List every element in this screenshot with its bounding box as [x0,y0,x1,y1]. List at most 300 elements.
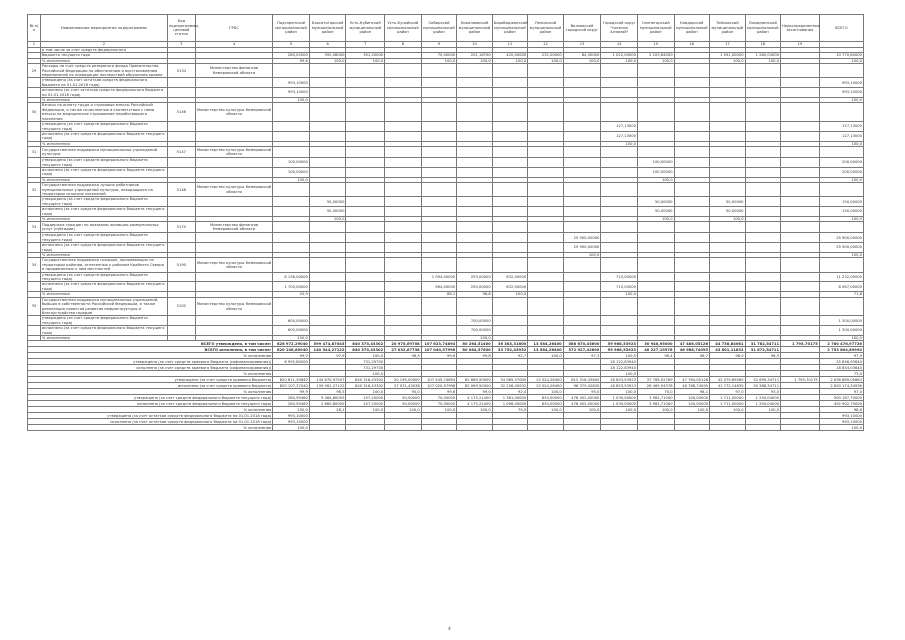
value-cell [674,282,710,292]
value-cell [528,282,564,292]
table-row [28,88,864,98]
row-code [167,158,195,168]
summary-value: 98,1 [674,389,710,395]
row-grbs [195,233,272,243]
value-cell [492,207,528,217]
summary-value: 107 623,74894 [421,341,457,347]
summary-value: 41 772,14835 [710,383,746,389]
value-cell: 100,0 [819,58,863,63]
value-cell: 700,00000 [457,316,493,326]
value-cell: 100,0 [601,141,638,146]
summary-value: 840 316,43302 [346,383,385,389]
row-number: 35 [28,297,41,316]
summary-value: 70,0 [637,389,674,395]
value-cell [385,158,422,168]
row-number [28,197,41,207]
row-grbs: Министерство культуры Кемеровской области [196,147,272,157]
summary-value: 476 452,00000 [563,401,601,407]
value-cell [781,158,820,168]
row-code: 5170 [167,222,195,233]
summary-value [528,425,564,431]
value-cell: 100,0 [492,58,528,63]
row-label: % исполнения [40,253,167,258]
value-cell [563,297,601,316]
summary-value: 30 940,95000 [637,341,674,347]
value-cell: 632,00000 [492,272,528,282]
row-label: % исполнения [40,177,167,182]
column-number: 8 [385,42,422,48]
value-cell [385,131,422,141]
summary-value [745,425,781,431]
value-cell: 100,0 [309,217,346,222]
value-cell [674,258,710,272]
summary-value: 100,0 [601,353,638,359]
value-cell [745,131,781,141]
row-number [28,78,41,88]
value-cell [346,258,385,272]
value-cell [781,167,820,177]
summary-value: 70,00000 [421,395,457,401]
value-cell [781,207,820,217]
column-header: Ленинский муниципальный район [528,15,564,42]
value-cell [309,88,346,98]
value-cell [745,207,781,217]
column-header: Усть-Кулойский муниципальный район [385,15,422,42]
table-row [28,272,864,282]
summary-value: 820 611,30840 [273,377,310,383]
row-number [28,243,41,253]
value-cell [457,207,493,217]
summary-value [492,425,528,431]
value-cell: 1 700,00000 [273,282,310,292]
value-cell [601,167,638,177]
row-label: утверждено (за счет остатков средств федерального бюджета на 01.01.2018 года) [40,78,167,88]
summary-value: 95,0 [563,389,601,395]
value-cell [637,88,674,98]
row-label: Расходы на счет средств резервного фонда Правительства Российской Федерации по обеспечению и восстановлению мероприятий по ликвидации последствий обрушения кровли [40,64,167,78]
value-cell: 100,00000 [273,167,310,177]
summary-value: 95,0 [385,389,422,395]
column-header: Бокситогорский муниципальный район [309,15,346,42]
value-cell [601,183,638,197]
value-cell [563,167,601,177]
value-cell [563,64,601,78]
value-cell: 71,8 [819,292,863,297]
value-cell: 964,00000 [421,282,457,292]
summary-value: 100,0 [563,407,601,413]
value-cell [745,147,781,158]
summary-value: 99,8 [457,353,493,359]
column-header: Биробиджанский муниципальный район [492,15,528,42]
value-cell [528,103,564,122]
summary-label: исполнено (за счет остатков средств федерального бюджета на 01.01.2018 года) [28,419,273,425]
summary-value [346,425,385,431]
value-cell [346,326,385,336]
value-cell [492,78,528,88]
value-cell [745,222,781,233]
summary-value: 476 452,00000 [563,395,601,401]
value-cell [745,316,781,326]
value-cell [309,131,346,141]
summary-value: 100,00000 [674,395,710,401]
value-cell [781,64,820,78]
value-cell [492,197,528,207]
summary-value: 99,6 [421,353,457,359]
summary-value: 79,5 [492,407,528,413]
value-cell [492,316,528,326]
row-code [167,197,195,207]
summary-value: 100,0 [528,389,564,395]
table-row [28,207,864,217]
summary-value [563,425,601,431]
value-cell: 100,0 [273,335,310,340]
summary-label: % исполнения [28,353,273,359]
value-cell [457,131,493,141]
value-cell [385,272,422,282]
value-cell [745,243,781,253]
value-cell [819,258,863,272]
value-cell: 100,0 [637,58,674,63]
row-grbs [195,326,272,336]
summary-value: 6 992,80000 [273,359,310,365]
value-cell [819,64,863,78]
value-cell: 100,0 [601,292,638,297]
value-cell: 100,0 [346,58,385,63]
value-cell [710,316,746,326]
value-cell [492,167,528,177]
value-cell [563,103,601,122]
value-cell [385,88,422,98]
row-grbs [195,131,272,141]
value-cell [309,282,346,292]
row-number: 30 [28,103,41,122]
summary-row [28,425,864,431]
summary-value: 46 988,74095 [674,347,710,353]
value-cell [273,222,310,233]
column-header: ВСЕГО [819,15,863,42]
summary-value [781,425,820,431]
value-cell [457,243,493,253]
value-cell: 88,1 [421,292,457,297]
summary-value: 834,00000 [528,395,564,401]
summary-value [674,425,710,431]
value-cell [563,222,601,233]
value-cell [601,222,638,233]
value-cell [781,222,820,233]
value-cell: 99,6 [273,58,310,63]
value-cell [745,282,781,292]
value-cell [346,103,385,122]
value-cell [309,297,346,316]
value-cell [421,103,457,122]
summary-value: 59 968,53923 [601,347,638,353]
value-cell [563,282,601,292]
value-cell: 100,00000 [637,158,674,168]
row-label: исполнено (за счет средств федерального бюджета текущего года) [40,167,167,177]
row-code [167,78,195,88]
value-cell [346,131,385,141]
value-cell: 10 770,60000 [819,53,863,58]
value-cell [346,207,385,217]
value-cell: 100,0 [710,58,746,63]
column-header: Подгоренский муниципальный район [273,15,310,42]
value-cell [745,233,781,243]
column-number: 17 [710,42,746,48]
summary-value: 43 801,11832 [710,347,746,353]
value-cell: 715,00000 [601,272,638,282]
value-cell [309,272,346,282]
summary-value: 40 227,19978 [637,347,674,353]
value-cell: 98,8 [457,292,493,297]
summary-label: утверждено (за счет средств краевого бюджета) [28,377,273,383]
summary-value: 18 854,03640 [819,365,863,371]
value-cell [781,122,820,132]
summary-value: 107 545,74894 [421,377,457,383]
summary-value: 25 846,93640 [819,359,863,365]
value-cell [710,64,746,78]
column-header: Оленегорский муниципальный район [637,15,674,42]
summary-value: 18 853,53923 [601,383,638,389]
value-cell [492,122,528,132]
value-cell [781,147,820,158]
column-number: 16 [674,42,710,48]
value-cell [457,147,493,158]
summary-label: % исполнения [28,407,273,413]
summary-value: 100,0 [674,407,710,413]
value-cell [637,258,674,272]
value-cell [563,272,601,282]
value-cell [745,158,781,168]
row-label: % исполнения [40,217,167,222]
row-code [167,243,195,253]
summary-value: 1 711,00000 [710,401,746,407]
summary-value: 34 985,37000 [492,377,528,383]
column-header: Сибирский муниципальный район [421,15,457,42]
row-grbs [195,78,272,88]
row-label: утверждено (за счет средств федерального бюджета текущего года) [40,272,167,282]
summary-value: 100,0 [819,425,863,431]
value-cell: 100,0 [563,253,601,258]
row-code [167,316,195,326]
value-cell [492,326,528,336]
value-cell: 100,0 [601,58,638,63]
row-label: Государственная поддержка граждан, проживающих на территории районов, отнесенных к районам Крайнего Севера и приравненных к ним местностей [40,258,167,272]
summary-value: 2 620 174,34936 [819,383,863,389]
value-cell: 100,0 [819,253,863,258]
summary-value: 97,3 [563,353,601,359]
summary-value: 500 187,79000 [819,395,863,401]
summary-label: ВСЕГО исполнено, в том числе: [28,347,273,353]
value-cell [674,88,710,98]
value-cell: 632,00000 [492,282,528,292]
summary-value: 100,0 [346,371,385,377]
summary-value: 100,0 [601,371,638,377]
value-cell [710,243,746,253]
value-cell: 100,0 [273,98,310,103]
value-cell: 25 900,00000 [563,243,601,253]
summary-value: 834,00000 [528,401,564,407]
summary-row [28,401,864,407]
column-number: 19 [781,42,820,48]
value-cell: 2 103,84000 [637,53,674,58]
value-cell [781,316,820,326]
row-number [28,272,41,282]
value-cell [346,282,385,292]
summary-value: 20 975,69708 [385,341,422,347]
row-code [167,326,195,336]
value-cell: 8 067,00000 [819,282,863,292]
summary-value: 42 079,69565 [710,377,746,383]
row-code: 5147 [167,147,195,158]
value-cell: 50,00000 [637,197,674,207]
summary-value: 840 375,43302 [346,341,385,347]
row-code: 5134 [167,64,195,78]
row-number [28,88,41,98]
summary-value: 2 780 476,97726 [819,341,863,347]
value-cell: 20,9 [273,292,310,297]
value-cell [745,88,781,98]
value-cell [457,122,493,132]
value-cell [309,78,346,88]
value-cell [346,222,385,233]
table-row [28,158,864,168]
summary-value: 144 670,97507 [309,377,346,383]
row-number [28,167,41,177]
value-cell [563,158,601,168]
table-row [28,183,864,197]
summary-value: 97,0 [819,389,863,395]
row-label: % исполнения [40,58,167,63]
summary-value: 82 869,50000 [457,377,493,383]
summary-value: 599 474,87045 [309,341,346,347]
value-cell [421,316,457,326]
value-cell [492,233,528,243]
column-number: 14 [601,42,638,48]
summary-value: 99,0 [457,389,493,395]
column-number: 9 [421,42,457,48]
value-cell [601,316,638,326]
summary-value [710,425,746,431]
value-cell [273,243,310,253]
row-code [167,233,195,243]
value-cell: 993,10000 [819,88,863,98]
summary-value: 1 381,00000 [492,395,528,401]
value-cell [601,147,638,158]
value-cell [637,297,674,316]
table-row [28,326,864,336]
value-cell: 84,30000 [563,53,601,58]
value-cell: 100,0 [745,58,781,63]
value-cell: 50,00000 [309,207,346,217]
summary-value: 32 699,34711 [745,377,781,383]
value-cell [637,326,674,336]
column-header: Ковдорский муниципальный район [674,15,710,42]
value-cell [674,147,710,158]
summary-value [637,425,674,431]
summary-row [28,395,864,401]
value-cell [674,131,710,141]
table-body [28,48,864,431]
row-grbs: Министерство культуры Кемеровской области [195,103,272,122]
value-cell [563,316,601,326]
value-cell: 1 051,00000 [710,53,746,58]
row-grbs: Министерство культуры Кемеровской области [195,297,272,316]
value-cell: 70,00000 [421,53,457,58]
value-cell [781,243,820,253]
value-cell [385,326,422,336]
summary-label: утверждено (за счет средств краевого бюджета (софинансирования)) [28,359,273,365]
value-cell: 100,0 [492,292,528,297]
value-cell [421,147,457,158]
summary-value: 2 753 804,89994 [819,347,863,353]
summary-value: 31 782,54711 [745,341,781,347]
row-label: Государственная поддержка муниципальных учреждений, бывших в собственности Российской Федерации, а также реализация проектов развития инфраструктуры и благоустройства городов [40,297,167,316]
value-cell [346,297,385,316]
summary-value: 32 256,45932 [492,383,528,389]
summary-value: 100,0 [601,389,638,395]
row-grbs [195,167,272,177]
value-cell [385,147,422,158]
table-row [28,316,864,326]
row-label: Государственная поддержка муниципальных учреждений культуры [40,147,167,158]
row-label: утверждено (за счет средств федерального бюджета текущего года) [40,233,167,243]
summary-value: 1 098,00000 [492,401,528,407]
summary-value: 828 972,29040 [273,341,310,347]
summary-value: 100,0 [745,407,781,413]
value-cell [309,158,346,168]
value-cell: 100,00000 [637,167,674,177]
value-cell [601,243,638,253]
value-cell [457,88,493,98]
row-label: в том числе за счет средств федерального [40,48,167,53]
summary-value: 1 039,00000 [601,395,638,401]
value-cell [273,297,310,316]
summary-value: 99,9 [273,389,310,395]
value-cell: 100,0 [819,141,863,146]
value-cell: 1 280,04000 [745,53,781,58]
value-cell [745,64,781,78]
value-cell [528,131,564,141]
value-cell [346,64,385,78]
value-cell [601,64,638,78]
value-cell: 715,00000 [601,282,638,292]
value-cell [492,158,528,168]
summary-value: 280,95460 [273,401,310,407]
row-label: % исполнения [40,335,167,340]
summary-value: 157,20000 [346,395,385,401]
summary-value: 1 039,00000 [601,401,638,407]
summary-value: 731,29700 [346,365,385,371]
summary-value: 97,0 [710,389,746,395]
value-cell [421,243,457,253]
row-number [28,233,41,243]
summary-label: утверждено (за счет средств федерального бюджета текущего года) [28,395,273,401]
value-cell: 100,0 [819,335,863,340]
value-cell [457,103,493,122]
value-cell: 700,00000 [457,326,493,336]
row-number [28,282,41,292]
summary-value: 31 672,54711 [745,347,781,353]
value-cell [674,183,710,197]
value-cell: 100,0 [637,177,674,182]
column-header: Волховский городской округ [563,15,601,42]
value-cell [346,88,385,98]
value-cell [528,183,564,197]
row-grbs [195,158,272,168]
value-cell [492,103,528,122]
value-cell [273,183,310,197]
value-cell: 25 900,00000 [819,243,863,253]
